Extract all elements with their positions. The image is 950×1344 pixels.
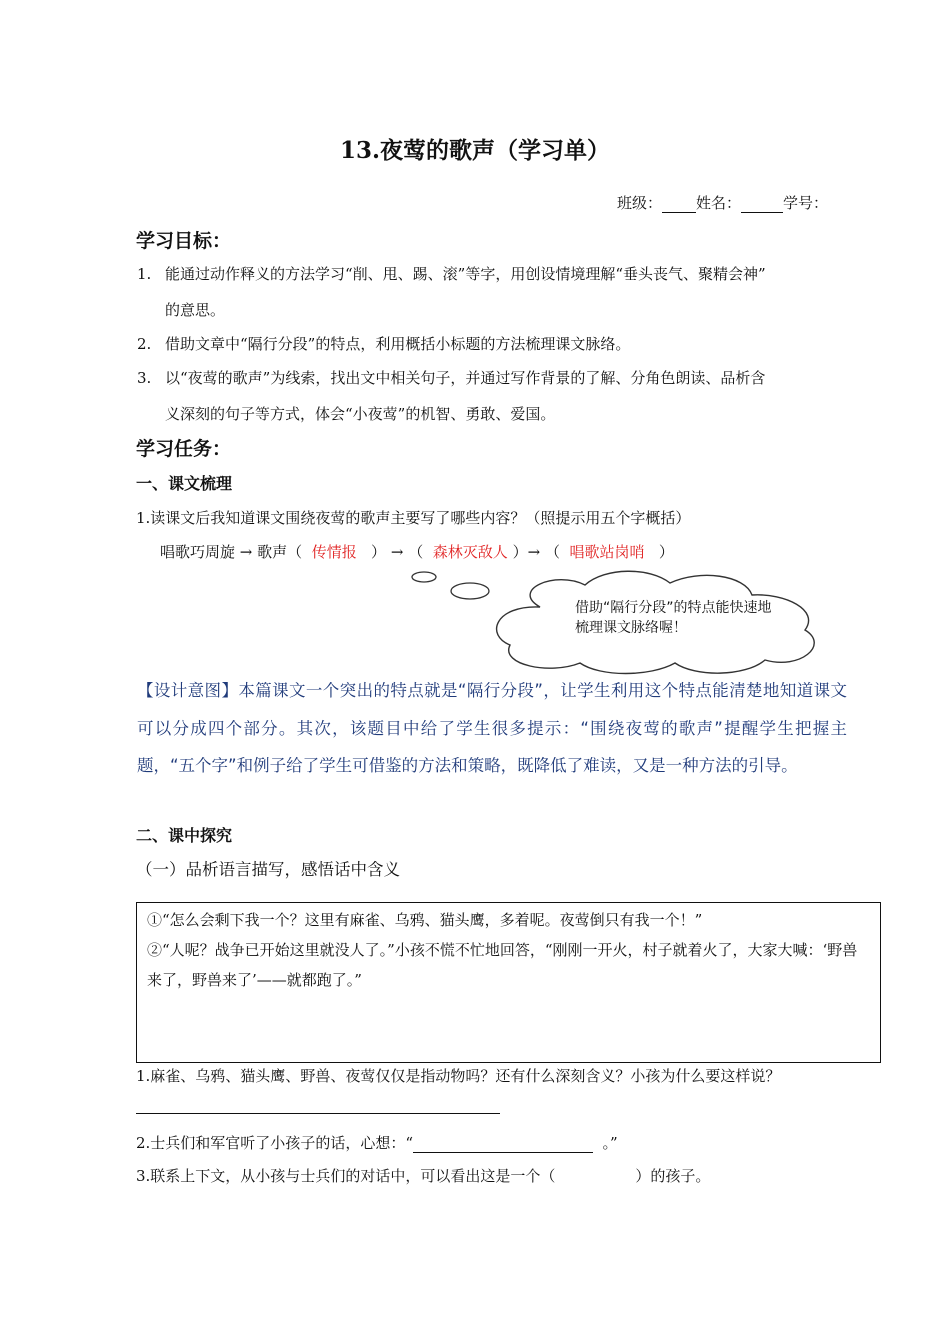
part1-heading: 一、课文梳理 <box>136 474 233 493</box>
goal-item-1: 1. 能通过动作释义的方法学习“削、甩、踢、滚”等字，用创设情境理解“垂头丧气、聚精会神” <box>137 265 766 283</box>
chain-start: 唱歌巧周旋 <box>160 543 236 561</box>
goals-heading: 学习目标： <box>136 230 232 252</box>
arrow-icon: → <box>527 543 541 561</box>
goal-item-2: 2. 借助文章中“隔行分段”的特点，利用概括小标题的方法梳理课文脉络。 <box>137 335 631 353</box>
question-2: 2.士兵们和军官听了小孩子的话，心想：“ 。” <box>136 1134 618 1152</box>
tasks-heading: 学习任务： <box>136 438 232 460</box>
arrow-icon: → <box>390 543 404 561</box>
class-label: 班级： <box>616 194 662 212</box>
cloud-hint: 借助“隔行分段”的特点能快速地梳理课文脉络喔！ <box>575 600 772 636</box>
answer-2: 森林灭敌人 <box>432 543 508 561</box>
id-label: 学号： <box>782 194 828 212</box>
name-blank[interactable] <box>741 196 783 213</box>
answer-line-1[interactable] <box>136 1113 500 1114</box>
quote-box <box>136 902 881 1063</box>
part2-sub-heading: （一）品析语言描写，感悟话中含义 <box>136 860 400 879</box>
goal-item-3: 3. 以“夜莺的歌声”为线索，找出文中相关句子，并通过写作背景的了解、分角色朗读、品析含 <box>137 369 766 387</box>
part1-question: 1.读课文后我知道课文围绕夜莺的歌声主要写了哪些内容？（照提示用五个字概括） <box>136 509 691 527</box>
name-label: 姓名： <box>695 194 741 212</box>
student-info <box>617 192 828 213</box>
part2-heading: 二、课中探究 <box>136 826 233 845</box>
class-blank[interactable] <box>662 196 696 213</box>
answer-3: 唱歌站岗哨 <box>569 543 645 561</box>
design-intent: 【设计意图】本篇课文一个突出的特点就是“隔行分段”，让学生利用这个特点能清楚地知道课文可以分成四个部分。其次，该题目中给了学生很多提示：“围绕夜莺的歌声”提醒学生把握主题，“五个字”和例子给了学生可借鉴的方法和策略，既降低了难读，又是一种方法的引导。 <box>137 681 847 775</box>
page-title: 13.夜莺的歌声（学习单） <box>339 137 610 164</box>
quote-2: ②“人呢？战争已开始这里就没人了。”小孩不慌不忙地回答，“刚刚一开火，村子就着火了，大家大喊：‘野兽来了，野兽来了’——就都跑了。” <box>147 941 858 989</box>
answer-blank-2[interactable] <box>413 1137 593 1153</box>
goal-item-1-cont: 的意思。 <box>165 301 226 319</box>
answer-1: 传情报 <box>311 543 357 561</box>
quote-1: ①“怎么会剩下我一个？这里有麻雀、乌鸦、猫头鹰，多着呢。夜莺倒只有我一个！” <box>147 911 703 929</box>
question-1: 1.麻雀、乌鸦、猫头鹰、野兽、夜莺仅仅是指动物吗？还有什么深刻含义？小孩为什么要这样说？ <box>136 1067 781 1085</box>
goal-item-3-cont: 义深刻的句子等方式，体会“小夜莺”的机智、勇敢、爱国。 <box>165 405 556 423</box>
arrow-icon: → <box>239 543 253 561</box>
content-chain: 唱歌巧周旋 → 歌声（ 传情报 ） → （ 森林灭敌人 ）→ （ 唱歌站岗哨 ） <box>160 543 674 561</box>
question-3: 3.联系上下文，从小孩与士兵们的对话中，可以看出这是一个（ ）的孩子。 <box>136 1167 711 1185</box>
